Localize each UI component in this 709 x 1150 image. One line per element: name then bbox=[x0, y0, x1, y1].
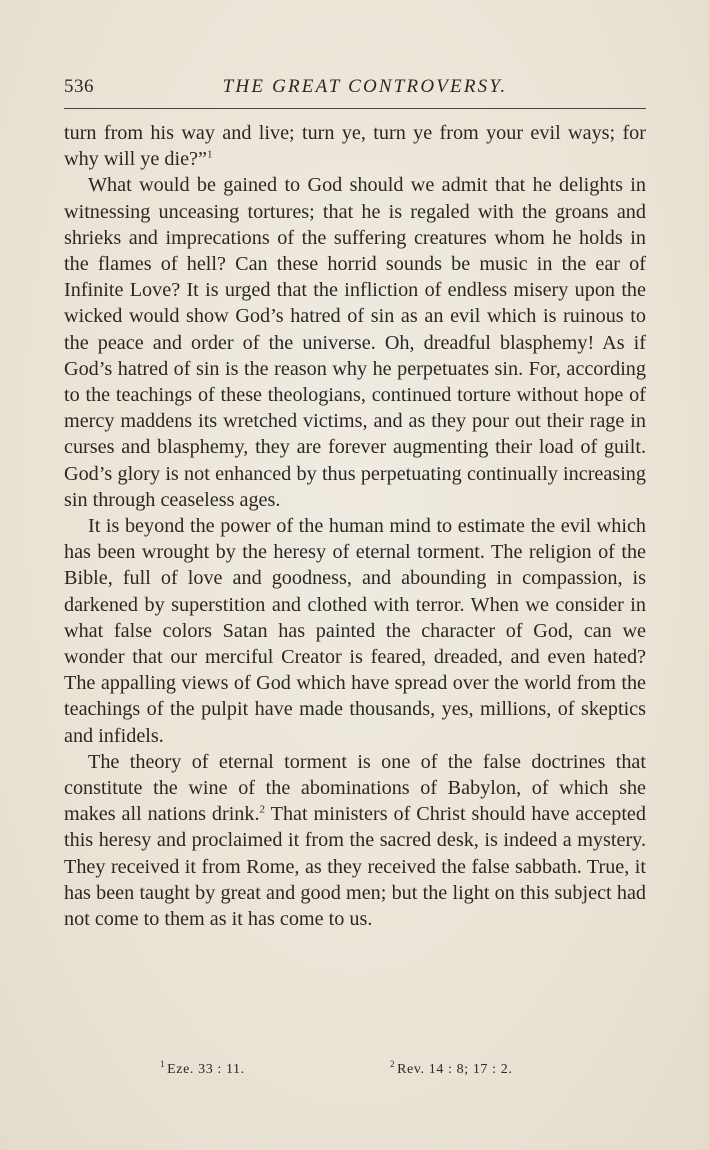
paragraph-text: That ministers of Christ should have accepted this heresy and proclaimed it from the sacred desk, is indeed a mystery. They received it from Rome, as they received the false sabbath. True, it has been taught by great and good men; but the light on this subject had not come to them as it has come to us. bbox=[64, 803, 646, 931]
paragraph-text: What would be gained to God should we admit that he delights in witnessing unceasing tortures; that he is regaled with the groans and shrieks and imprecations of the suffering creatures whom he holds in the flames of hell? Can these horrid sounds be music in the ear of Infinite Love? It is urged that the infliction of endless misery upon the wicked would show God’s hatred of sin as an evil which is ruinous to the peace and order of the universe. Oh, dreadful blasphemy! As if God’s hatred of sin is the reason why he perpetuates sin. For, according to the teachings of these theologians, continued torture without hope of mercy maddens its wretched victims, and as they pour out their rage in curses and blasphemy, they are forever augmenting their load of guilt. God’s glory is not enhanced by thus perpetuating continually increasing sin through ceaseless ages. bbox=[64, 174, 646, 511]
paragraph-text: The theory of eternal torment is one of the false doctrines that constitute the wine of the abominations of Babylon, of which she makes all nations drink. bbox=[64, 750, 646, 826]
running-title: THE GREAT CONTROVERSY. bbox=[222, 76, 508, 97]
footnote-text: Rev. 14 : 8; 17 : 2. bbox=[397, 1062, 513, 1077]
paragraph bbox=[64, 749, 646, 932]
footnote-2 bbox=[390, 1059, 513, 1078]
page-number: 536 bbox=[64, 76, 94, 97]
footnote-mark: 2 bbox=[390, 1059, 396, 1070]
paragraph bbox=[64, 172, 646, 513]
paragraph-text: turn from his way and live; turn ye, turn ye from your evil ways; for why will ye die?” bbox=[64, 122, 646, 171]
footnote-ref-1: 1 bbox=[206, 148, 213, 161]
header-rule bbox=[64, 108, 646, 109]
footnote-ref-2: 2 bbox=[259, 803, 266, 816]
footnote-mark: 1 bbox=[160, 1059, 166, 1070]
paragraph-continuation bbox=[64, 120, 646, 172]
running-head bbox=[64, 76, 646, 102]
footnote-1 bbox=[160, 1059, 245, 1078]
footnote-text: Eze. 33 : 11. bbox=[167, 1062, 245, 1077]
paragraph bbox=[64, 513, 646, 749]
paragraph-text: It is beyond the power of the human mind to estimate the evil which has been wrought by the heresy of eternal torment. The religion of the Bible, full of love and goodness, and abounding in compassion, is darkened by superstition and clothed with terror. When we consider in what false colors Satan has painted the character of God, can we wonder that our merciful Creator is feared, dreaded, and even hated? The appalling views of God which have spread over the world from the teachings of the pulpit have made thousands, yes, millions, of skeptics and infidels. bbox=[64, 515, 646, 747]
book-page bbox=[64, 0, 646, 1150]
footnotes bbox=[64, 1059, 646, 1082]
body-text bbox=[64, 120, 646, 932]
